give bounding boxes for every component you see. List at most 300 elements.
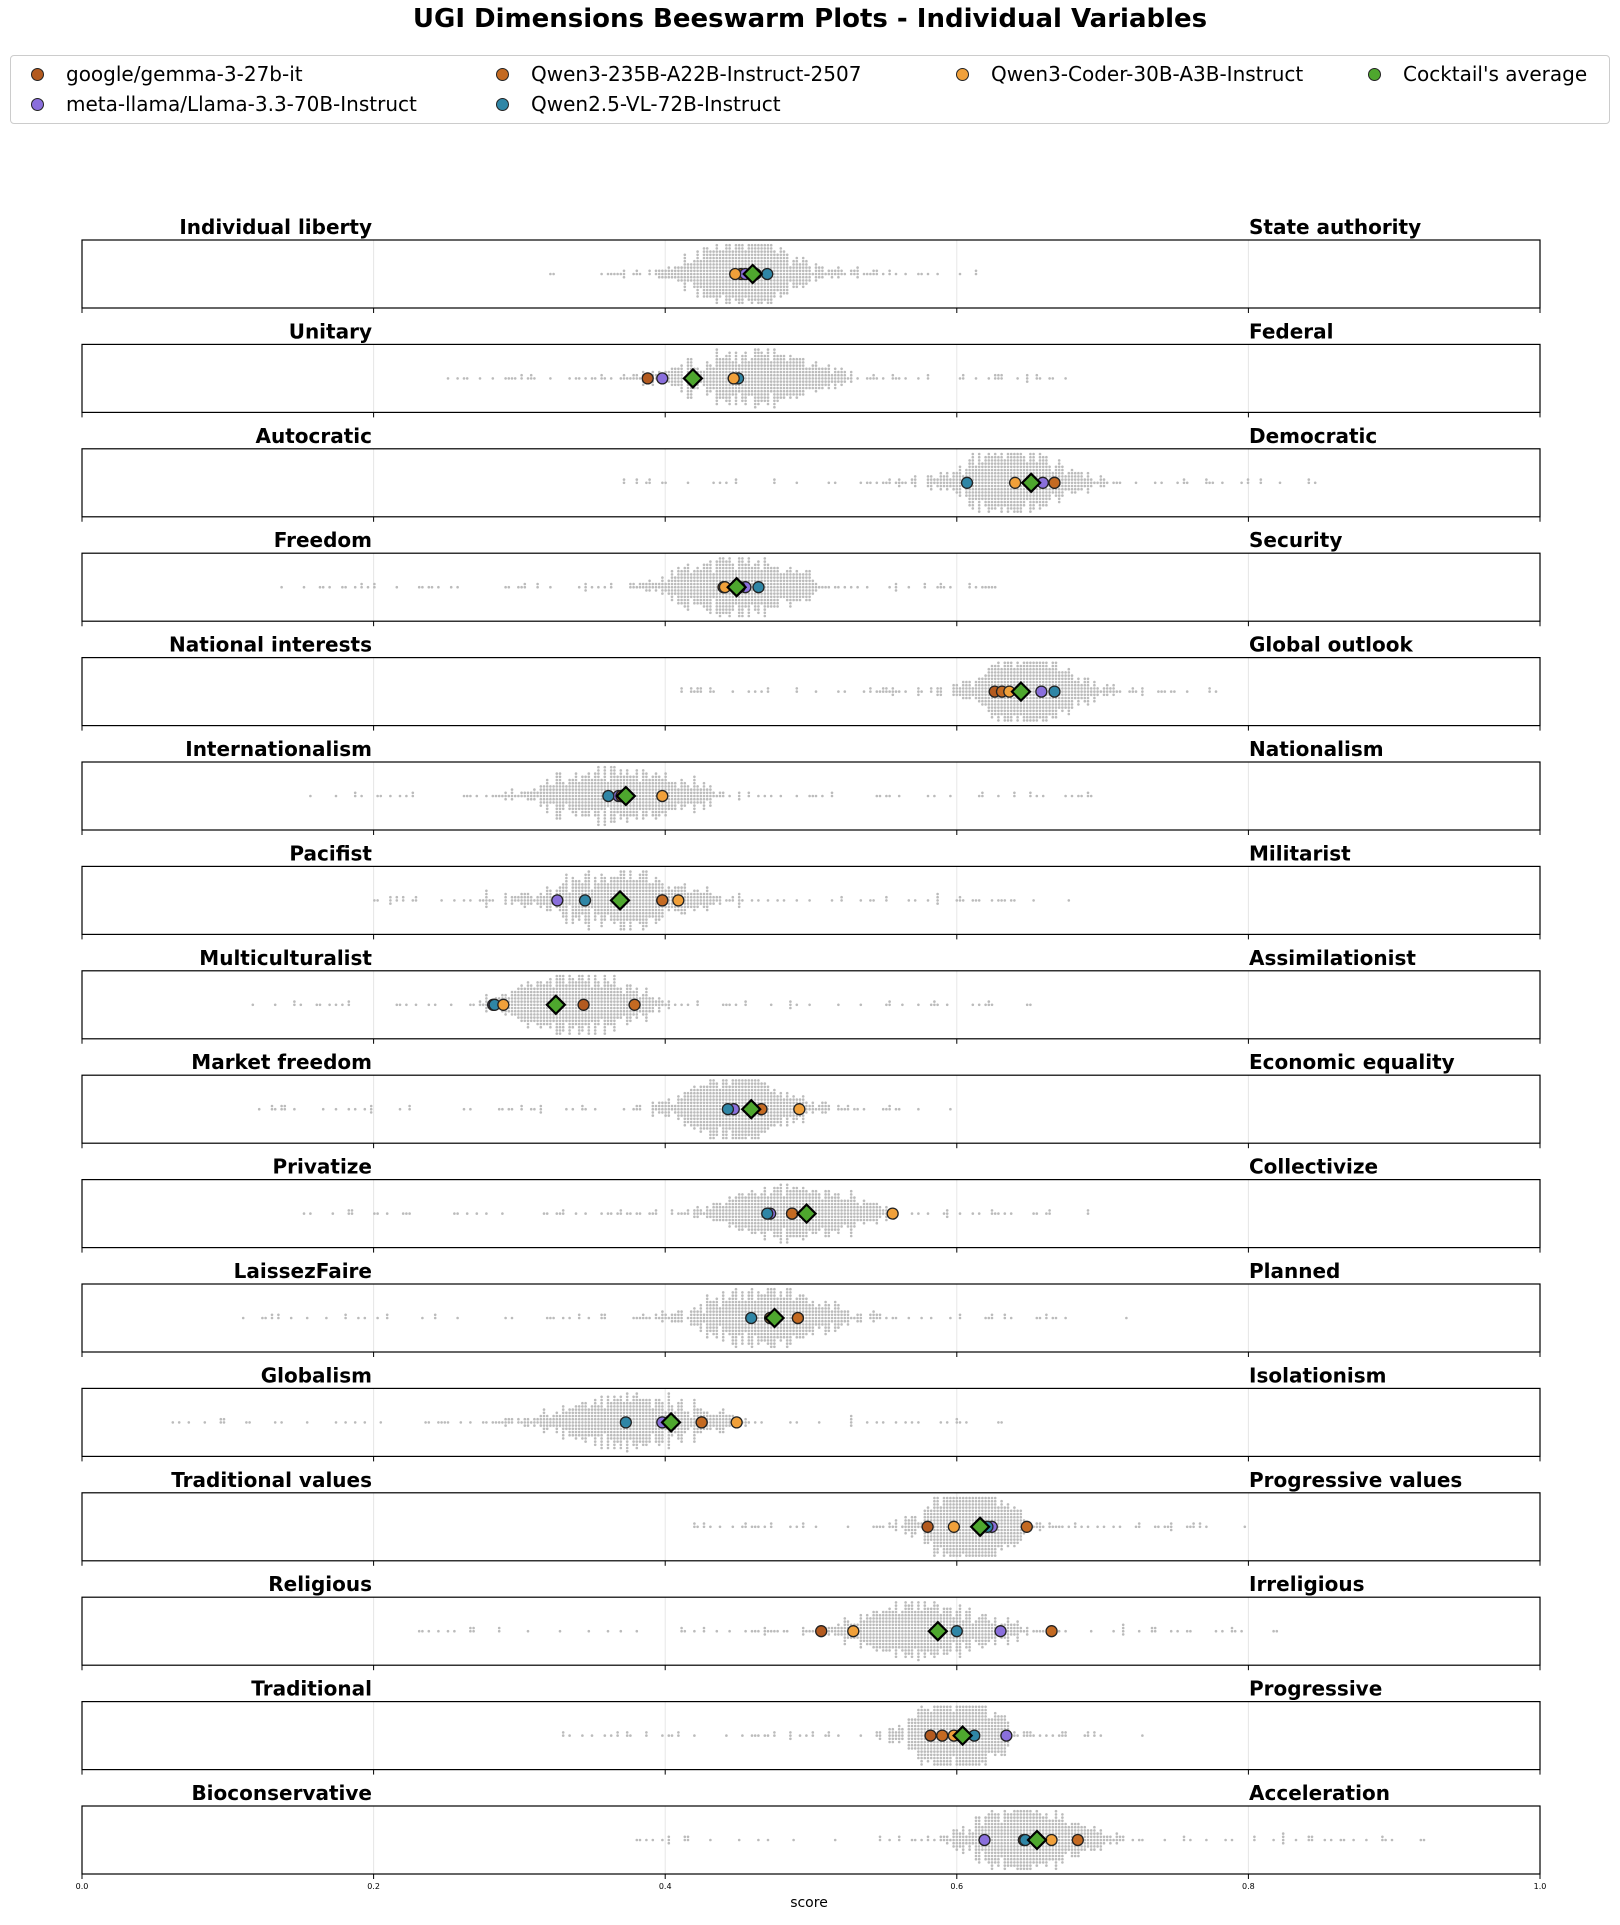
background-point	[716, 592, 719, 595]
background-point	[456, 377, 459, 380]
background-point	[796, 374, 799, 377]
background-point	[610, 804, 613, 807]
background-point	[748, 390, 751, 393]
background-point	[1100, 475, 1103, 478]
background-point	[780, 266, 783, 269]
background-point	[1007, 485, 1010, 488]
background-point	[578, 906, 581, 909]
background-point	[648, 580, 651, 583]
background-point	[568, 899, 571, 902]
background-point	[1023, 475, 1026, 478]
background-point	[748, 570, 751, 573]
background-point	[773, 567, 776, 570]
background-point	[1045, 703, 1048, 706]
background-point	[623, 915, 626, 918]
background-point	[760, 371, 763, 374]
background-point	[738, 602, 741, 605]
background-point	[719, 792, 722, 795]
background-point	[789, 361, 792, 364]
background-point	[789, 602, 792, 605]
background-point	[581, 782, 584, 785]
background-point	[655, 918, 658, 921]
background-point	[952, 482, 955, 485]
background-point	[802, 573, 805, 576]
background-point	[802, 270, 805, 273]
background-point	[600, 886, 603, 889]
background-point	[722, 602, 725, 605]
background-point	[620, 811, 623, 814]
background-point	[1058, 501, 1061, 504]
background-point	[680, 602, 683, 605]
background-point	[1013, 792, 1016, 795]
background-point	[591, 801, 594, 804]
background-point	[546, 782, 549, 785]
background-point	[655, 583, 658, 586]
background-point	[1016, 671, 1019, 674]
background-point	[949, 586, 952, 589]
background-point	[450, 586, 453, 589]
background-point	[1029, 792, 1032, 795]
background-point	[623, 918, 626, 921]
background-point	[751, 602, 754, 605]
background-point	[626, 918, 629, 921]
background-point	[559, 890, 562, 893]
background-point	[834, 377, 837, 380]
background-point	[1068, 684, 1071, 687]
background-point	[690, 396, 693, 399]
background-point	[780, 263, 783, 266]
background-point	[604, 772, 607, 775]
background-point	[629, 811, 632, 814]
background-point	[556, 785, 559, 788]
background-point	[373, 586, 376, 589]
background-point	[972, 488, 975, 491]
background-point	[783, 355, 786, 358]
background-point	[530, 795, 533, 798]
background-point	[780, 368, 783, 371]
background-point	[604, 586, 607, 589]
background-point	[773, 400, 776, 403]
background-point	[674, 785, 677, 788]
background-point	[1068, 700, 1071, 703]
background-point	[1061, 469, 1064, 472]
background-point	[623, 922, 626, 925]
background-point	[629, 776, 632, 779]
background-point	[632, 890, 635, 893]
background-point	[764, 374, 767, 377]
background-point	[706, 570, 709, 573]
background-point	[997, 504, 1000, 507]
background-point	[930, 1004, 933, 1007]
background-point	[776, 384, 779, 387]
background-point	[764, 377, 767, 380]
background-point	[632, 273, 635, 276]
background-point	[709, 580, 712, 583]
background-point	[1026, 662, 1029, 665]
background-point	[754, 348, 757, 351]
background-point	[626, 883, 629, 886]
background-point	[799, 368, 802, 371]
background-point	[773, 573, 776, 576]
background-point	[607, 902, 610, 905]
background-point	[732, 282, 735, 285]
background-point	[792, 270, 795, 273]
background-point	[751, 298, 754, 301]
background-point	[748, 557, 751, 560]
background-point	[773, 358, 776, 361]
background-point	[709, 589, 712, 592]
background-point	[716, 371, 719, 374]
background-point	[565, 922, 568, 925]
background-point	[959, 491, 962, 494]
background-point	[760, 602, 763, 605]
background-point	[575, 377, 578, 380]
background-point	[559, 817, 562, 820]
background-point	[648, 890, 651, 893]
background-point	[591, 896, 594, 899]
background-point	[869, 273, 872, 276]
background-point	[700, 273, 703, 276]
background-point	[559, 788, 562, 791]
background-point	[815, 377, 818, 380]
background-point	[1032, 462, 1035, 465]
background-point	[600, 902, 603, 905]
background-point	[856, 273, 859, 276]
background-point	[946, 472, 949, 475]
background-point	[1026, 472, 1029, 475]
background-point	[642, 880, 645, 883]
background-point	[591, 788, 594, 791]
background-point	[1029, 668, 1032, 671]
background-point	[741, 393, 744, 396]
background-point	[687, 899, 690, 902]
background-point	[728, 795, 731, 798]
background-point	[754, 387, 757, 390]
background-point	[700, 266, 703, 269]
background-point	[1052, 472, 1055, 475]
background-point	[959, 494, 962, 497]
background-point	[578, 798, 581, 801]
background-point	[642, 782, 645, 785]
background-point	[466, 377, 469, 380]
background-point	[1026, 469, 1029, 472]
background-point	[1058, 469, 1061, 472]
background-point	[972, 690, 975, 693]
background-point	[796, 576, 799, 579]
background-point	[994, 507, 997, 510]
background-point	[1007, 488, 1010, 491]
background-point	[709, 276, 712, 279]
background-point	[732, 599, 735, 602]
background-point	[661, 276, 664, 279]
background-point	[597, 890, 600, 893]
background-point	[1016, 377, 1019, 380]
background-point	[716, 257, 719, 260]
background-point	[1010, 472, 1013, 475]
background-point	[988, 491, 991, 494]
background-point	[1023, 719, 1026, 722]
background-point	[962, 681, 965, 684]
background-point	[648, 801, 651, 804]
background-point	[415, 896, 418, 899]
background-point	[712, 276, 715, 279]
background-point	[949, 478, 952, 481]
background-point	[764, 263, 767, 266]
background-point	[738, 896, 741, 899]
background-point	[981, 485, 984, 488]
background-point	[642, 371, 645, 374]
background-point	[712, 589, 715, 592]
background-point	[610, 1000, 613, 1003]
background-point	[1004, 491, 1007, 494]
background-point	[517, 795, 520, 798]
background-point	[696, 690, 699, 693]
background-point	[789, 273, 792, 276]
background-point	[1016, 510, 1019, 513]
background-point	[572, 804, 575, 807]
background-point	[780, 355, 783, 358]
background-point	[648, 808, 651, 811]
background-point	[680, 779, 683, 782]
background-point	[572, 922, 575, 925]
background-point	[1071, 475, 1074, 478]
background-point	[978, 475, 981, 478]
background-point	[1042, 494, 1045, 497]
background-point	[610, 817, 613, 820]
background-point	[981, 482, 984, 485]
background-point	[1090, 795, 1093, 798]
background-point	[978, 472, 981, 475]
background-point	[984, 494, 987, 497]
background-point	[709, 586, 712, 589]
background-point	[767, 298, 770, 301]
background-point	[824, 586, 827, 589]
background-point	[802, 279, 805, 282]
background-point	[642, 886, 645, 889]
background-point	[760, 266, 763, 269]
background-point	[728, 368, 731, 371]
background-point	[786, 286, 789, 289]
background-point	[725, 263, 728, 266]
background-point	[629, 782, 632, 785]
background-point	[636, 374, 639, 377]
background-point	[562, 782, 565, 785]
background-point	[389, 902, 392, 905]
background-point	[674, 589, 677, 592]
background-point	[591, 890, 594, 893]
background-point	[536, 792, 539, 795]
background-point	[760, 596, 763, 599]
background-point	[780, 257, 783, 260]
background-point	[767, 384, 770, 387]
background-point	[677, 576, 680, 579]
background-point	[610, 808, 613, 811]
background-point	[972, 494, 975, 497]
background-point	[773, 250, 776, 253]
background-point	[783, 573, 786, 576]
background-point	[722, 792, 725, 795]
background-point	[1042, 706, 1045, 709]
background-point	[1084, 485, 1087, 488]
background-point	[770, 292, 773, 295]
background-point	[652, 804, 655, 807]
background-point	[639, 893, 642, 896]
background-point	[1090, 485, 1093, 488]
background-point	[680, 785, 683, 788]
background-point	[610, 782, 613, 785]
background-point	[1023, 491, 1026, 494]
background-point	[914, 485, 917, 488]
background-point	[703, 788, 706, 791]
background-point	[741, 599, 744, 602]
background-point	[668, 1004, 671, 1007]
background-point	[703, 792, 706, 795]
background-point	[991, 716, 994, 719]
background-point	[690, 690, 693, 693]
background-point	[994, 700, 997, 703]
background-point	[1064, 485, 1067, 488]
background-point	[895, 273, 898, 276]
background-point	[684, 273, 687, 276]
background-point	[751, 250, 754, 253]
background-point	[700, 270, 703, 273]
background-point	[783, 289, 786, 292]
background-point	[936, 893, 939, 896]
background-point	[604, 766, 607, 769]
background-point	[978, 510, 981, 513]
background-point	[716, 580, 719, 583]
background-point	[485, 902, 488, 905]
background-point	[984, 504, 987, 507]
background-point	[687, 896, 690, 899]
background-point	[936, 899, 939, 902]
background-point	[927, 795, 930, 798]
background-point	[709, 592, 712, 595]
background-point	[1013, 668, 1016, 671]
background-point	[1080, 482, 1083, 485]
background-point	[735, 244, 738, 247]
background-point	[821, 586, 824, 589]
background-point	[789, 276, 792, 279]
background-point	[674, 377, 677, 380]
background-point	[760, 396, 763, 399]
background-point	[776, 899, 779, 902]
background-point	[1032, 700, 1035, 703]
background-point	[636, 893, 639, 896]
background-point	[994, 374, 997, 377]
background-point	[1058, 466, 1061, 469]
background-point	[732, 608, 735, 611]
background-point	[664, 583, 667, 586]
background-point	[636, 880, 639, 883]
background-point	[1074, 697, 1077, 700]
background-point	[818, 384, 821, 387]
background-point	[504, 795, 507, 798]
background-point	[1141, 694, 1144, 697]
background-point	[776, 599, 779, 602]
background-point	[744, 254, 747, 257]
background-point	[783, 380, 786, 383]
background-point	[1077, 485, 1080, 488]
background-point	[680, 801, 683, 804]
background-point	[1007, 665, 1010, 668]
background-point	[1164, 690, 1167, 693]
background-point	[1128, 690, 1131, 693]
background-point	[930, 690, 933, 693]
background-point	[719, 390, 722, 393]
background-point	[744, 400, 747, 403]
background-point	[840, 380, 843, 383]
background-point	[741, 400, 744, 403]
background-point	[696, 596, 699, 599]
background-point	[988, 504, 991, 507]
background-point	[981, 491, 984, 494]
background-point	[719, 282, 722, 285]
background-point	[687, 570, 690, 573]
background-point	[620, 776, 623, 779]
background-point	[620, 883, 623, 886]
background-point	[757, 564, 760, 567]
background-point	[578, 886, 581, 889]
background-point	[709, 295, 712, 298]
background-point	[620, 912, 623, 915]
background-point	[655, 811, 658, 814]
background-point	[760, 257, 763, 260]
background-point	[1077, 684, 1080, 687]
background-point	[642, 896, 645, 899]
background-point	[751, 358, 754, 361]
background-point	[844, 273, 847, 276]
background-point	[1016, 469, 1019, 472]
background-point	[613, 776, 616, 779]
background-point	[1039, 377, 1042, 380]
background-point	[885, 690, 888, 693]
background-point	[1055, 494, 1058, 497]
background-point	[1042, 501, 1045, 504]
background-point	[520, 899, 523, 902]
background-point	[1026, 491, 1029, 494]
background-point	[716, 560, 719, 563]
background-point	[760, 390, 763, 393]
background-point	[706, 573, 709, 576]
background-point	[1247, 478, 1250, 481]
background-point	[757, 605, 760, 608]
background-point	[732, 899, 735, 902]
background-point	[978, 694, 981, 697]
background-point	[792, 282, 795, 285]
background-point	[594, 772, 597, 775]
background-point	[1010, 668, 1013, 671]
background-point	[754, 690, 757, 693]
background-point	[988, 472, 991, 475]
background-point	[904, 377, 907, 380]
background-point	[735, 358, 738, 361]
background-point	[1036, 662, 1039, 665]
background-point	[591, 893, 594, 896]
background-point	[760, 387, 763, 390]
background-point	[543, 798, 546, 801]
background-point	[738, 899, 741, 902]
background-point	[703, 567, 706, 570]
background-point	[767, 361, 770, 364]
background-point	[936, 586, 939, 589]
background-point	[1052, 665, 1055, 668]
background-point	[706, 295, 709, 298]
background-point	[1004, 899, 1007, 902]
background-point	[655, 808, 658, 811]
background-point	[757, 368, 760, 371]
background-point	[815, 273, 818, 276]
